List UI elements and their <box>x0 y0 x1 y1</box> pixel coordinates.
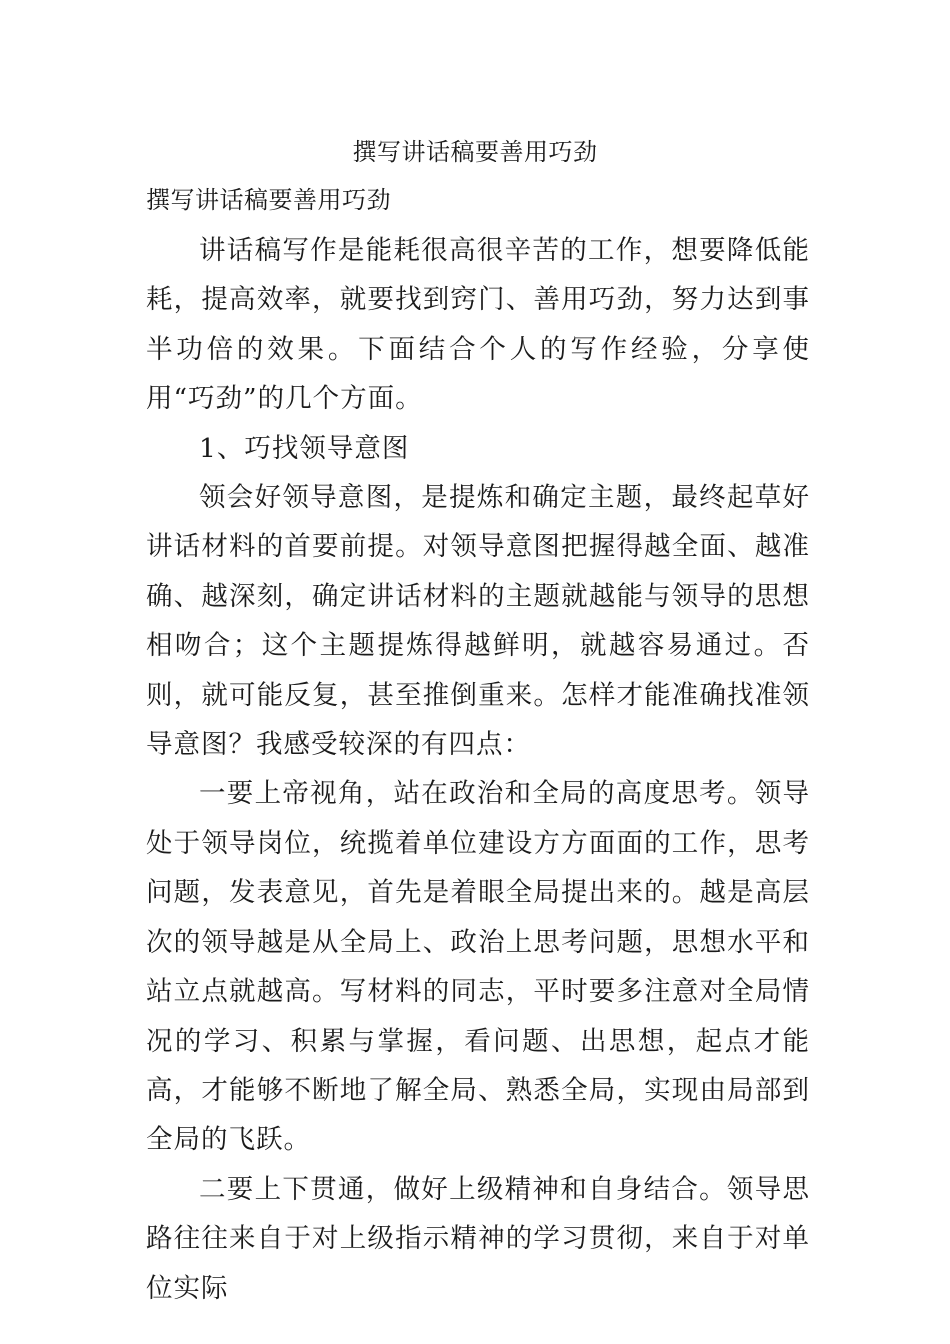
section-heading: 1、巧找领导意图 <box>199 432 410 464</box>
document-body <box>146 226 810 1313</box>
paragraph-point-two: 二要上下贯通，做好上级精神和自身结合。领导思路往往来自于对上级指示精神的学习贯彻，来自于对单位实际 <box>146 1173 810 1304</box>
paragraph-point-one: 一要上帝视角，站在政治和全局的高度思考。领导处于领导岗位，统揽着单位建设方方面面的工作，思考问题，发表意见，首先是着眼全局提出来的。越是高层次的领导越是从全局上、政治上思考问题，思想水平和站立点就越高。写材料的同志，平时要多注意对全局情况的学习、积累与掌握，看问题、出思想，起点才能高，才能够不断地了解全局、熟悉全局，实现由局部到全局的飞跃。 <box>146 778 810 1156</box>
paragraph-leadership-intent: 领会好领导意图，是提炼和确定主题，最终起草好讲话材料的首要前提。对领导意图把握得越全面、越准确、越深刻，确定讲话材料的主题就越能与领导的思想相吻合；这个主题提炼得越鲜明，就越容易通过。否则，就可能反复，甚至推倒重来。怎样才能准确找准领导意图？我感受较深的有四点： <box>146 482 810 761</box>
paragraph-intro: 讲话稿写作是能耗很高很辛苦的工作，想要降低能耗，提高效率，就要找到窍门、善用巧劲，努力达到事半功倍的效果。下面结合个人的写作经验，分享使用“巧劲”的几个方面。 <box>146 235 810 415</box>
document-title: 撰写讲话稿要善用巧劲 <box>352 138 598 166</box>
document-subtitle: 撰写讲话稿要善用巧劲 <box>146 186 391 214</box>
